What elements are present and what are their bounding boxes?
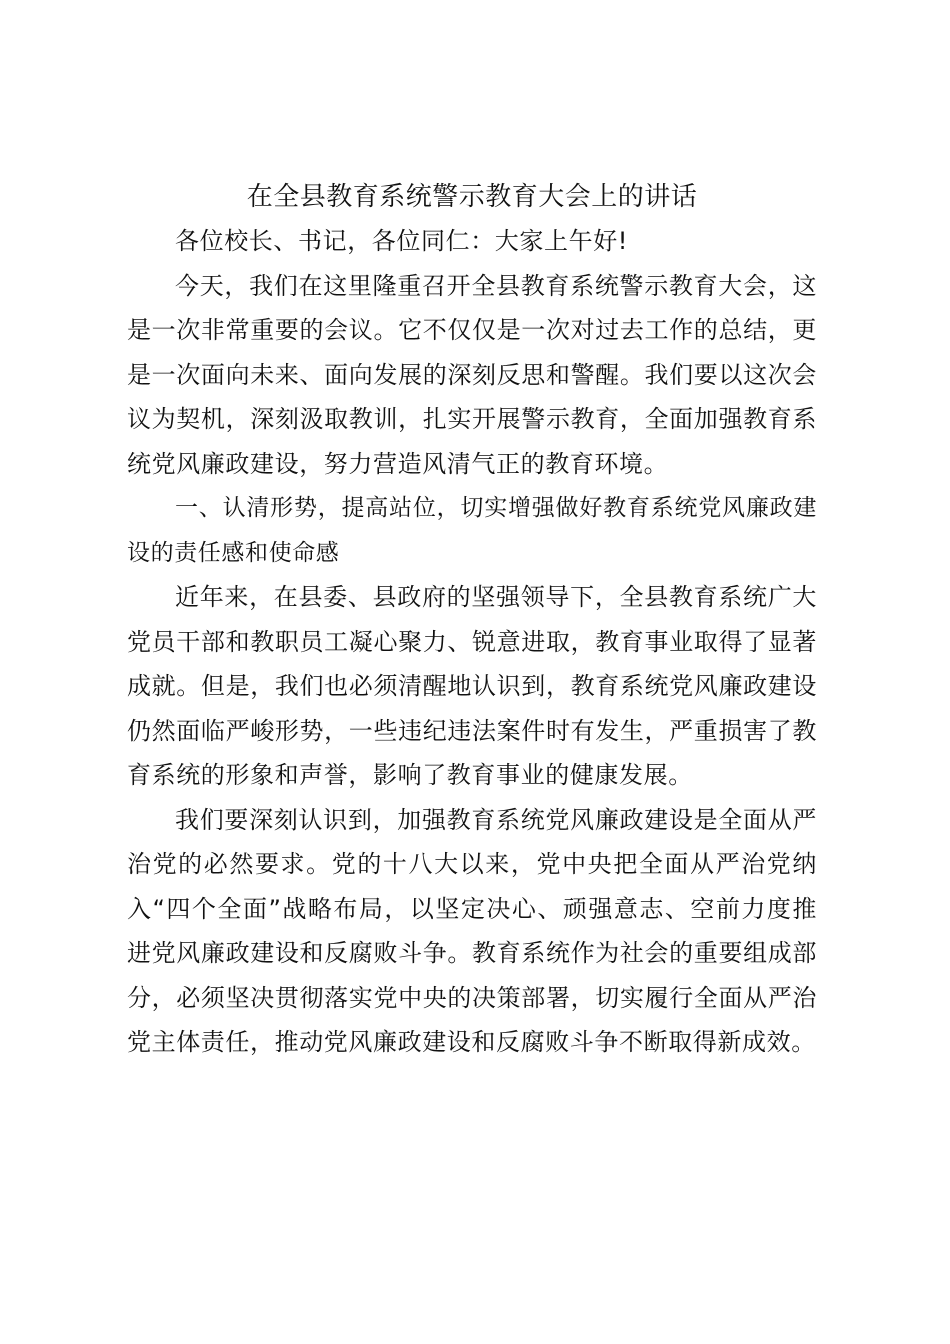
paragraph-intro: 今天，我们在这里隆重召开全县教育系统警示教育大会，这是一次非常重要的会议。它不仅仅是一次对过去工作的总结，更是一次面向未来、面向发展的深刻反思和警醒。我们要以这次会议为契机，深刻汲取教训，扎实开展警示教育，全面加强教育系统党风廉政建设，努力营造风清气正的教育环境。 xyxy=(127,271,817,478)
section-heading-1: 一、认清形势，提高站位，切实增强做好教育系统党风廉政建设的责任感和使命感 xyxy=(127,495,817,566)
paragraph-requirement: 我们要深刻认识到，加强教育系统党风廉政建设是全面从严治党的必然要求。党的十八大以来，党中央把全面从严治党纳入“四个全面”战略布局，以坚定决心、顽强意志、空前力度推进党风廉政建设和反腐败斗争。教育系统作为社会的重要组成部分，必须坚决贯彻落实党中央的决策部署，切实履行全面从严治党主体责任，推动党风廉政建设和反腐败斗争不断取得新成效。 xyxy=(127,805,817,1056)
document-body xyxy=(127,175,817,1065)
paragraph-situation: 近年来，在县委、县政府的坚强领导下，全县教育系统广大党员干部和教职员工凝心聚力、锐意进取，教育事业取得了显著成就。但是，我们也必须清醒地认识到，教育系统党风廉政建设仍然面临严峻形势，一些违纪违法案件时有发生，严重损害了教育系统的形象和声誉，影响了教育事业的健康发展。 xyxy=(127,583,817,789)
greeting: 各位校长、书记，各位同仁：大家上午好! xyxy=(175,227,629,255)
speech-title: 在全县教育系统警示教育大会上的讲话 xyxy=(246,182,698,212)
